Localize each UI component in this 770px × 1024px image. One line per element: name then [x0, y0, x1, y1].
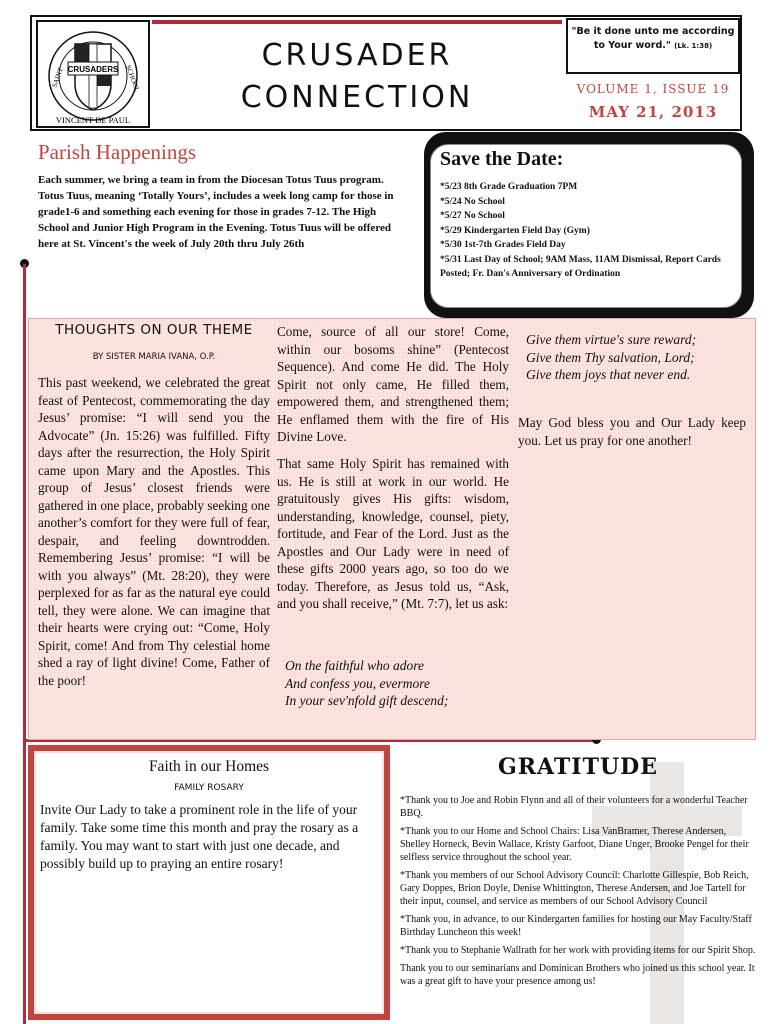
list-item: *Thank you to Joe and Robin Flynn and all of their volunteers for a wonderful Teacher BBQ. [400, 795, 748, 819]
logo-bottom-text: VINCENT DE PAUL [55, 115, 131, 125]
school-logo [36, 20, 150, 128]
issue-date: MAY 21, 2013 [588, 103, 718, 121]
title-line-1: CRUSADER [261, 38, 453, 73]
verse-line: In your sev'nfold gift descend; [285, 693, 449, 708]
verse-line: On the faithful who adore [285, 658, 424, 673]
parish-happenings-title: Parish Happenings [38, 140, 197, 164]
verse-line: Give them joys that never end. [526, 367, 691, 382]
list-item: *Thank you to our Home and School Chairs: Lisa VanBramer, Therese Andersen, Shelley Horneck, Bevin Wallace, Kristy Garfoot, Diane Unger, Brooke Pengel for their selfless service throughout the school year. [400, 826, 749, 863]
faith-subtitle: FAMILY ROSARY [174, 783, 244, 793]
gratitude-title: GRATITUDE [497, 754, 658, 780]
theme-column-2-part-2: That same Holy Spirit has remained with us. He is still at work in our world. He gratuitously gives His gifts: wisdom, understanding, knowledge, counsel, piety, fortitude, and Fear of the Lord. Just as the Apostles and Our Lady were in need of these gifts 2000 years ago, so too do we today. Therefore, as Jesus told us, “Ask, and you shall receive,” (Mt. 7:7), let us ask: [277, 456, 509, 611]
list-item: Thank you to our seminarians and Dominican Brothers who joined us this school year. It was a great gift to have your presence among us! [400, 963, 755, 988]
theme-column-1: This past weekend, we celebrated the great feast of Pentecost, commemorating the day Jesus’ promise: “I will send you the Advocate” (Jn. 15:26) was fulfilled. Fifty days after the resurrection, the Holy Spirit came upon Mary and the Apostles. This group of Jesus’ closest friends were gathered in one place, probably seeking one another’s comfort for they were full of fear, despair, and feeling downtrodden. Remembering Jesus’ promise: “I will be with you always” (Mt. 28:20), they were perplexed for as far as the natural eye could tell, they were alone. We can imagine that their hearts were crying out: “Come, Holy Spirit, come! And from Thy celestial home shed a ray of light divine! Come, Father of the poor! [38, 375, 270, 688]
list-item: *Thank you members of our School Advisory Council: Charlotte Gillespie, Bob Reich, Gary Doppes, Brion Doyle, Denise Whittington, Therese Andersen, and Joe Tartell for their input, counsel, and service as members of our School Advisory Council [400, 869, 749, 907]
list-item: *5/24 No School [440, 196, 505, 207]
list-item: *5/30 1st-7th Grades Field Day [440, 240, 566, 250]
theme-column-2-part-1: Come, source of all our store! Come, within our bosoms shine” (Pentecost Sequence). And come He did. The Holy Spirit not only came, He filled them, empowered them, and strengthened them; He enflamed them with the fire of His Divine Love. [277, 324, 509, 444]
list-item: *5/31 Last Day of School; 9AM Mass, 11AM Dismissal, Report Cards Posted; Fr. Dan's Anniversary of Ordination [440, 254, 721, 279]
list-item: *5/23 8th Grade Graduation 7PM [440, 182, 578, 192]
left-red-rule [23, 264, 26, 1024]
title-line-2: CONNECTION [240, 80, 474, 115]
theme-column-3: May God bless you and Our Lady keep you. Let us pray for one another! [518, 415, 746, 448]
theme-title: THOUGHTS ON OUR THEME [55, 322, 253, 338]
faith-title: Faith in our Homes [148, 758, 270, 775]
quote-reference: (Lk. 1:38) [674, 42, 713, 50]
masthead-quote [566, 18, 740, 74]
gratitude-list [400, 795, 758, 994]
theme-byline: BY SISTER MARIA IVANA, O.P. [92, 352, 216, 362]
school-crest-icon [38, 22, 148, 126]
verse-line: Give them virtue's sure reward; [526, 332, 697, 347]
verse-line: Give them Thy salvation, Lord; [526, 349, 695, 365]
logo-left-text: SAINT [50, 66, 65, 89]
logo-right-text: SCHOOL [124, 63, 142, 94]
save-the-date-list [440, 180, 740, 282]
list-item: *5/27 No School [440, 211, 505, 221]
faith-body: Invite Our Lady to take a prominent role in the life of your family. Take some time this month and pray the rosary as a family. You may want to start with just one decade, and possibly build up to praying an entire rosary! [40, 802, 359, 871]
quote-text: "Be it done unto me according to Your word." [571, 26, 735, 51]
sequence-verse-1 [285, 657, 511, 710]
list-item: *5/29 Kindergarten Field Day (Gym) [440, 225, 590, 236]
save-the-date-title: Save the Date: [440, 148, 564, 170]
sequence-verse-2 [526, 331, 752, 384]
verse-line: And confess you, evermore [285, 675, 430, 691]
volume-issue: VOLUME 1, ISSUE 19 [576, 82, 730, 96]
newsletter-title [152, 20, 562, 128]
list-item: *Thank you to Stephanie Wallrath for her work with providing items for our Spirit Shop. [400, 944, 756, 956]
logo-banner-text: CRUSADERS [67, 65, 119, 74]
parish-happenings-body: Each summer, we bring a team in from the Diocesan Totus Tuus program. Totus Tuus, meaning ‘Totally Yours’, includes a week long camp for those in grade1-6 and something each evening for those in grades 7-12. The High School and Junior High Program in the Evening. Totus Tuus will be offered here at St. Vincent's the week of July 20th thru July 26th [38, 174, 394, 250]
list-item: *Thank you, in advance, to our Kindergarten families for hosting our May Faculty/Staff Birthday Luncheon this week! [400, 913, 752, 938]
